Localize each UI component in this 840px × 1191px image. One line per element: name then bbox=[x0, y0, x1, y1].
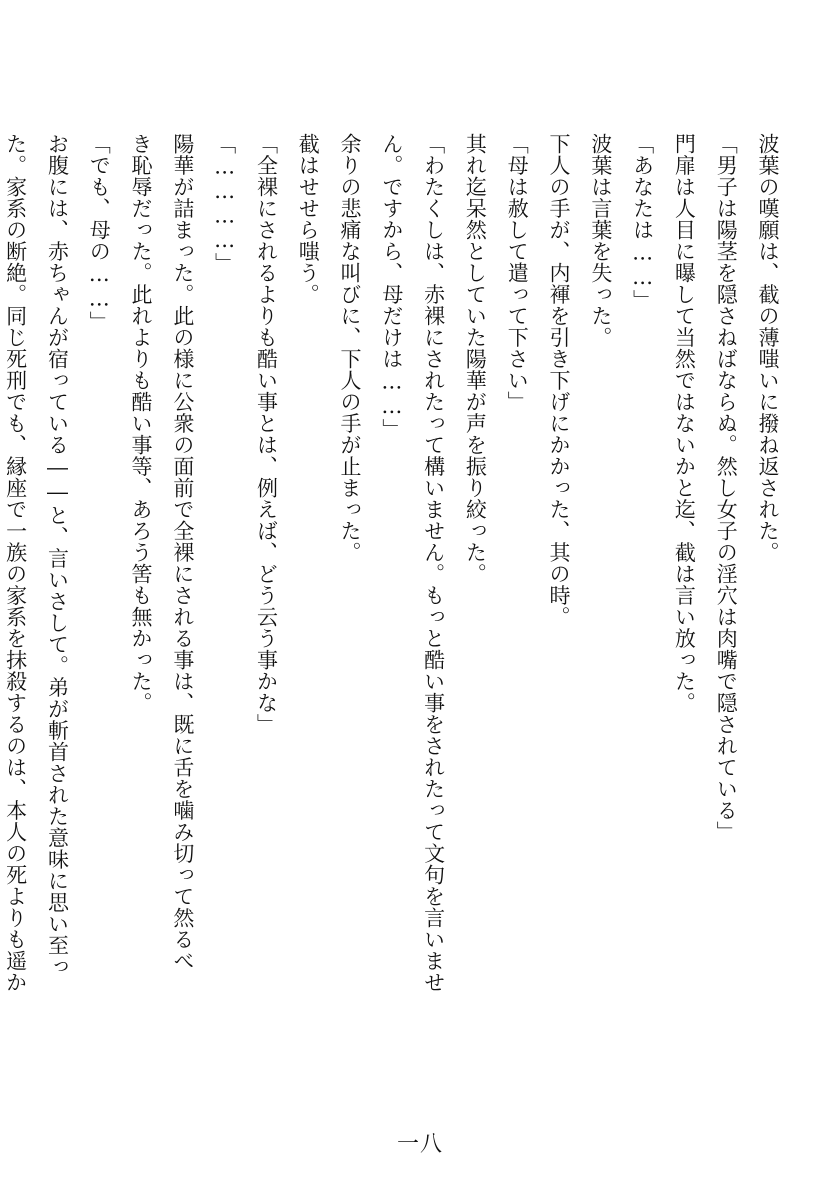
text-line: 門扉は人目に曝して当然ではないかと迄、截は言い放った。 bbox=[672, 133, 697, 714]
text-line: 陽華が詰まった。此の様に公衆の面前で全裸にされる事は、既に舌を噛み切って然るべ bbox=[170, 133, 195, 972]
text-line: 「全裸にされるよりも酷い事とは、例えば、どう云う事かな」 bbox=[254, 133, 279, 735]
text-line: 「母は赦して遣って下さい」 bbox=[505, 133, 530, 413]
text-line: 波葉は言葉を失った。 bbox=[588, 133, 613, 348]
text-line: お腹には、赤ちゃんが宿っている――と、言いさして。弟が斬首された意味に思い至っ bbox=[45, 133, 70, 978]
text-line: 「…………」 bbox=[212, 133, 237, 274]
vertical-text-body bbox=[3, 133, 788, 1013]
text-line: 余りの悲痛な叫びに、下人の手が止まった。 bbox=[338, 133, 363, 563]
text-line: 其れ迄呆然としていた陽華が声を振り絞った。 bbox=[463, 133, 488, 585]
text-line: き恥辱だった。此れよりも酷い事等、あろう筈も無かった。 bbox=[129, 133, 154, 714]
text-line: 「男子は陽茎を隠さねばならぬ。然し女子の淫穴は肉嘴で隠されている」 bbox=[714, 133, 739, 843]
text-line: 下人の手が、内褌を引き下げにかかった、其の時。 bbox=[547, 133, 572, 628]
text-line: 「わたくしは、赤裸にされたって構いません。もっと酷い事をされたって文句を言いませ bbox=[421, 133, 446, 993]
text-line: 截はせせら嗤う。 bbox=[296, 133, 321, 305]
page-number: 一八 bbox=[396, 1132, 443, 1157]
text-line: 「でも、母の……」 bbox=[87, 133, 112, 333]
text-line: ん。ですから、母だけは……」 bbox=[379, 133, 404, 440]
text-line: た。家系の断絶。同じ死刑でも、縁座で一族の家系を抹殺するのは、本人の死よりも遥か bbox=[3, 133, 28, 993]
text-line: 「あなたは……」 bbox=[630, 133, 655, 311]
text-line: 波葉の嘆願は、截の薄嗤いに撥ね返された。 bbox=[756, 133, 780, 563]
